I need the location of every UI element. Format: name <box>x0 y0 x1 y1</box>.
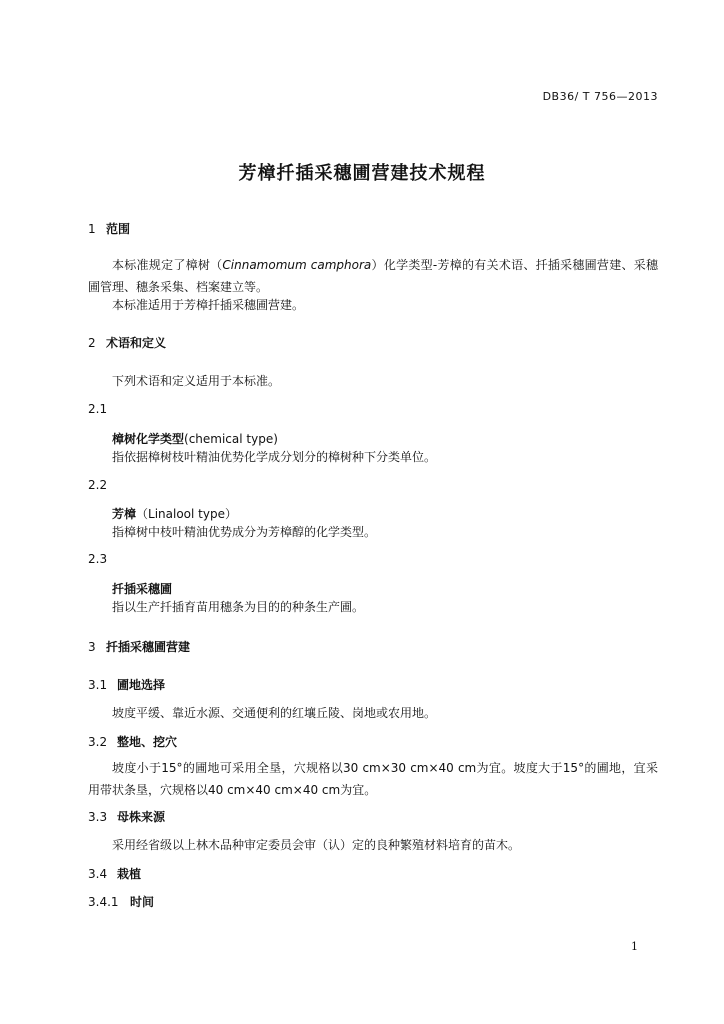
term-zh: 樟树化学类型 <box>112 432 185 446</box>
subsection-number: 3.2 <box>88 735 108 749</box>
section-title: 范围 <box>106 222 131 236</box>
term-en: (chemical type) <box>184 432 278 446</box>
section-1-heading <box>88 220 130 237</box>
page-number: 1 <box>631 940 638 953</box>
section-3-heading <box>88 638 190 655</box>
term-definition: 指以生产扦插育苗用穗条为目的的种条生产圃。 <box>112 600 365 614</box>
section-2-heading <box>88 334 166 351</box>
term-name <box>112 505 237 522</box>
subsection-3-4-1-heading <box>88 893 154 910</box>
subsection-number: 3.4.1 <box>88 895 119 909</box>
subsection-3-3-text: 采用经省级以上林木品种审定委员会审（认）定的良种繁殖材料培育的苗木。 <box>112 838 521 852</box>
section-number: 2 <box>88 336 96 350</box>
term-definition: 指樟树中枝叶精油优势成分为芳樟醇的化学类型。 <box>112 525 377 539</box>
section-number: 1 <box>88 222 96 236</box>
term-zh: 扦插采穗圃 <box>112 582 173 596</box>
text-run: ）化学类型-芳樟的有关术语、扦插采穗圃营建、采穗圃管理、穗条采集、档案建立等。 <box>88 258 658 294</box>
term-number: 2.3 <box>88 552 108 566</box>
subsection-title: 栽植 <box>117 867 142 881</box>
subsection-number: 3.3 <box>88 810 108 824</box>
subsection-3-4-heading <box>88 865 141 882</box>
term-number: 2.1 <box>88 402 108 416</box>
terms-intro: 下列术语和定义适用于本标准。 <box>112 374 281 388</box>
scope-applicability: 本标准适用于芳樟扦插采穗圃营建。 <box>112 298 305 312</box>
term-definition: 指依据樟树枝叶精油优势化学成分划分的樟树种下分类单位。 <box>112 450 437 464</box>
document-code: DB36/ T 756—2013 <box>542 90 658 103</box>
latin-name: Cinnamomum camphora <box>222 258 372 272</box>
subsection-title: 圃地选择 <box>117 678 166 692</box>
subsection-3-2-heading <box>88 733 177 750</box>
subsection-3-2-text: 坡度小于15°的圃地可采用全垦，穴规格以30 cm×30 cm×40 cm为宜。坡度大于15°的圃地，宜采用带状条垦，穴规格以40 cm×40 cm×40 cm为宜。 <box>88 761 658 797</box>
section-number: 3 <box>88 640 96 654</box>
term-name <box>112 580 172 597</box>
term-zh: 芳樟 <box>112 507 137 521</box>
term-name <box>112 430 278 447</box>
section-title: 扦插采穗圃营建 <box>106 640 191 654</box>
term-number: 2.2 <box>88 478 108 492</box>
document-title: 芳樟扦插采穗圃营建技术规程 <box>238 163 486 184</box>
subsection-3-1-text: 坡度平缓、靠近水源、交通便利的红壤丘陵、岗地或农用地。 <box>112 706 437 720</box>
subsection-title: 整地、挖穴 <box>117 735 178 749</box>
subsection-number: 3.4 <box>88 867 108 881</box>
text-run: 本标准规定了樟树（ <box>112 258 223 272</box>
subsection-title: 母株来源 <box>117 810 166 824</box>
subsection-3-3-heading <box>88 808 165 825</box>
subsection-number: 3.1 <box>88 678 108 692</box>
subsection-3-1-heading <box>88 676 165 693</box>
scope-paragraph <box>88 254 658 298</box>
subsection-title: 时间 <box>130 895 155 909</box>
section-title: 术语和定义 <box>106 336 167 350</box>
term-en: （Linalool type） <box>136 507 237 521</box>
